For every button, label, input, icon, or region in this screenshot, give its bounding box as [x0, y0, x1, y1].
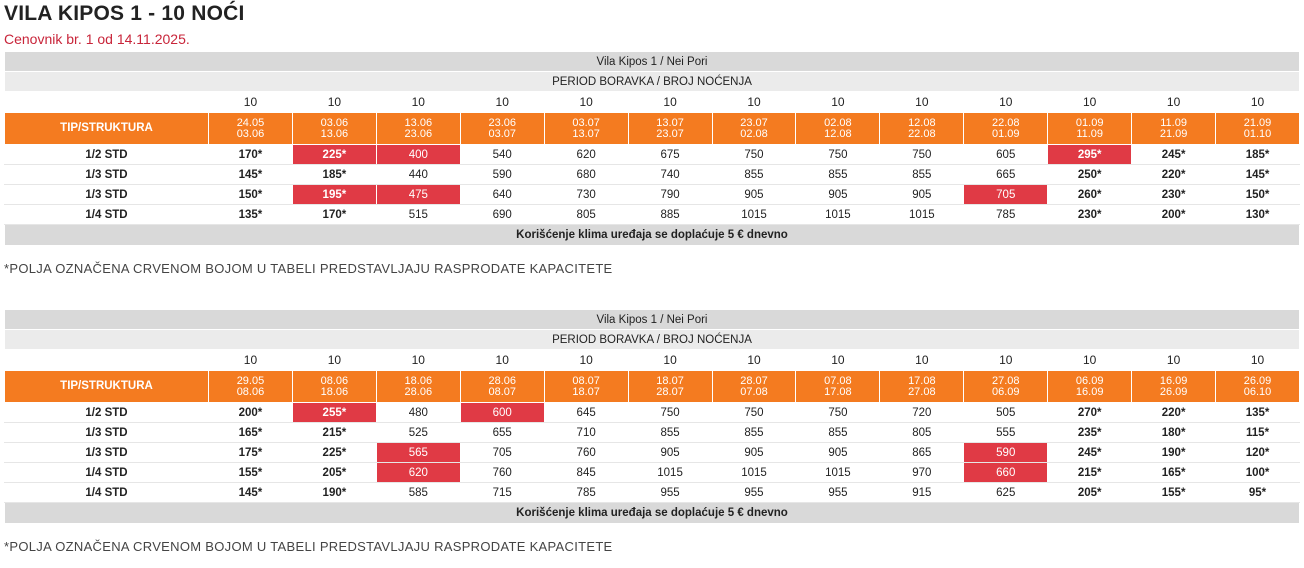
price-cell: 200*	[1132, 205, 1216, 225]
price-table-1	[4, 51, 1300, 246]
period-from: 12.08	[908, 116, 936, 129]
room-type: 1/4 STD	[5, 205, 209, 225]
price-row	[5, 145, 1300, 165]
price-cell: 855	[712, 423, 796, 443]
page-title: VILA KIPOS 1 - 10 NOĆI	[4, 2, 245, 25]
period-cell	[1048, 371, 1132, 403]
sold-out-note-1: *POLJA OZNAČENA CRVENOM BOJOM U TABELI PREDSTAVLJAJU RASPRODATE KAPACITETE	[4, 261, 613, 276]
price-cell: 750	[796, 403, 880, 423]
price-cell: 905	[712, 443, 796, 463]
dates-row	[5, 371, 1300, 403]
nights-row	[5, 350, 1300, 371]
period-from: 28.06	[488, 374, 516, 387]
price-cell: 100*	[1216, 463, 1300, 483]
period-cell	[1216, 113, 1300, 145]
price-cell: 905	[628, 443, 712, 463]
nights-cell: 10	[796, 92, 880, 113]
period-from: 17.08	[908, 374, 936, 387]
price-cell: 865	[880, 443, 964, 463]
period-cell	[1132, 113, 1216, 145]
price-cell: 805	[880, 423, 964, 443]
nights-cell: 10	[712, 92, 796, 113]
price-cell: 1015	[628, 463, 712, 483]
price-cell: 555	[964, 423, 1048, 443]
type-structure-header: TIP/STRUKTURA	[5, 371, 209, 403]
room-type: 1/2 STD	[5, 145, 209, 165]
nights-cell: 10	[460, 92, 544, 113]
price-cell: 180*	[1132, 423, 1216, 443]
period-to: 27.08	[908, 385, 936, 398]
price-cell: 720	[880, 403, 964, 423]
period-cell	[1132, 371, 1216, 403]
period-to: 18.07	[572, 385, 600, 398]
period-from: 13.06	[404, 116, 433, 129]
price-cell: 620	[544, 145, 628, 165]
price-cell: 680	[544, 165, 628, 185]
nights-cell: 10	[544, 92, 628, 113]
period-cell	[376, 371, 460, 403]
period-cell	[292, 113, 376, 145]
nights-row	[5, 92, 1300, 113]
price-cell: 115*	[1216, 423, 1300, 443]
period-from: 24.05	[236, 116, 265, 129]
price-cell: 915	[880, 483, 964, 503]
price-cell: 710	[544, 423, 628, 443]
period-cell	[712, 113, 796, 145]
period-from: 08.07	[572, 374, 600, 387]
price-cell: 750	[880, 145, 964, 165]
price-cell-sold-out: 195*	[292, 185, 376, 205]
price-cell: 785	[544, 483, 628, 503]
price-row	[5, 463, 1300, 483]
price-cell: 230*	[1048, 205, 1132, 225]
period-from: 01.09	[1075, 116, 1104, 129]
nights-cell: 10	[628, 92, 712, 113]
price-cell: 170*	[292, 205, 376, 225]
price-cell: 245*	[1048, 443, 1132, 463]
period-label: PERIOD BORAVKA / BROJ NOĆENJA	[5, 330, 1300, 350]
price-cell: 170*	[209, 145, 293, 165]
period-cell	[209, 113, 293, 145]
period-cell	[292, 371, 376, 403]
table-header: Vila Kipos 1 / Nei Pori	[5, 310, 1300, 330]
price-cell-sold-out: 590	[964, 443, 1048, 463]
price-cell: 715	[460, 483, 544, 503]
price-cell: 1015	[796, 205, 880, 225]
nights-cell: 10	[1132, 350, 1216, 371]
period-to: 28.06	[404, 385, 433, 398]
period-to: 03.07	[488, 127, 516, 140]
price-cell: 230*	[1132, 185, 1216, 205]
period-from: 16.09	[1159, 374, 1188, 387]
price-cell: 270*	[1048, 403, 1132, 423]
period-to: 03.06	[236, 127, 265, 140]
price-cell: 675	[628, 145, 712, 165]
room-type: 1/2 STD	[5, 403, 209, 423]
price-cell: 855	[796, 165, 880, 185]
price-cell: 215*	[1048, 463, 1132, 483]
price-cell: 155*	[209, 463, 293, 483]
price-cell: 855	[880, 165, 964, 185]
period-label-row	[5, 330, 1300, 350]
price-cell: 1015	[712, 205, 796, 225]
price-cell: 480	[376, 403, 460, 423]
price-cell: 1015	[712, 463, 796, 483]
price-cell: 1015	[796, 463, 880, 483]
price-cell: 225*	[292, 443, 376, 463]
period-from: 28.07	[740, 374, 768, 387]
period-from: 06.09	[1075, 374, 1104, 387]
price-cell: 855	[712, 165, 796, 185]
price-cell: 1015	[880, 205, 964, 225]
period-to: 18.06	[320, 385, 349, 398]
price-row	[5, 205, 1300, 225]
price-cell: 740	[628, 165, 712, 185]
period-from: 21.09	[1243, 116, 1272, 129]
price-cell: 750	[796, 145, 880, 165]
price-cell: 760	[460, 463, 544, 483]
period-to: 21.09	[1159, 127, 1188, 140]
period-cell	[460, 371, 544, 403]
price-cell: 250*	[1048, 165, 1132, 185]
price-cell: 540	[460, 145, 544, 165]
period-to: 06.09	[991, 385, 1020, 398]
price-cell: 150*	[1216, 185, 1300, 205]
price-row	[5, 443, 1300, 463]
period-from: 27.08	[991, 374, 1020, 387]
price-cell: 790	[628, 185, 712, 205]
price-cell: 665	[964, 165, 1048, 185]
period-from: 23.07	[740, 116, 768, 129]
price-cell: 640	[460, 185, 544, 205]
period-to: 13.07	[572, 127, 600, 140]
price-cell-sold-out: 400	[376, 145, 460, 165]
price-cell: 845	[544, 463, 628, 483]
price-cell: 760	[544, 443, 628, 463]
price-cell: 155*	[1132, 483, 1216, 503]
period-cell	[880, 113, 964, 145]
price-cell: 855	[796, 423, 880, 443]
price-cell: 905	[880, 185, 964, 205]
period-cell	[544, 371, 628, 403]
price-cell: 515	[376, 205, 460, 225]
price-cell: 215*	[292, 423, 376, 443]
period-cell	[209, 371, 293, 403]
period-to: 08.07	[488, 385, 516, 398]
period-to: 17.08	[824, 385, 852, 398]
period-label-row	[5, 72, 1300, 92]
price-cell: 705	[460, 443, 544, 463]
price-cell-sold-out: 660	[964, 463, 1048, 483]
price-cell: 655	[460, 423, 544, 443]
nights-cell: 10	[460, 350, 544, 371]
period-to: 23.06	[404, 127, 433, 140]
period-to: 23.07	[656, 127, 684, 140]
period-cell	[796, 371, 880, 403]
period-from: 03.07	[572, 116, 600, 129]
period-cell	[376, 113, 460, 145]
price-cell: 135*	[1216, 403, 1300, 423]
period-to: 28.07	[656, 385, 684, 398]
period-from: 02.08	[824, 116, 852, 129]
air-conditioning-note: Korišćenje klima uređaja se doplaćuje 5 € dnevno	[5, 225, 1300, 246]
period-from: 18.06	[404, 374, 433, 387]
price-cell: 220*	[1132, 403, 1216, 423]
period-from: 11.09	[1160, 116, 1187, 129]
type-structure-header: TIP/STRUKTURA	[5, 113, 209, 145]
price-cell: 205*	[1048, 483, 1132, 503]
room-type: 1/3 STD	[5, 165, 209, 185]
sold-out-note-2: *POLJA OZNAČENA CRVENOM BOJOM U TABELI PREDSTAVLJAJU RASPRODATE KAPACITETE	[4, 539, 613, 554]
room-type: 1/3 STD	[5, 185, 209, 205]
price-cell: 235*	[1048, 423, 1132, 443]
nights-cell: 10	[1216, 350, 1300, 371]
period-cell	[796, 113, 880, 145]
price-cell: 185*	[292, 165, 376, 185]
price-cell-sold-out: 600	[460, 403, 544, 423]
price-cell: 130*	[1216, 205, 1300, 225]
price-cell: 150*	[209, 185, 293, 205]
period-from: 07.08	[824, 374, 852, 387]
table-header-row	[5, 52, 1300, 72]
dates-row	[5, 113, 1300, 145]
period-to: 11.09	[1076, 127, 1104, 140]
price-cell-sold-out: 255*	[292, 403, 376, 423]
period-to: 01.10	[1243, 127, 1272, 140]
nights-cell: 10	[376, 350, 460, 371]
price-cell: 205*	[292, 463, 376, 483]
period-to: 16.09	[1075, 385, 1104, 398]
price-cell-sold-out: 565	[376, 443, 460, 463]
period-to: 01.09	[991, 127, 1020, 140]
nights-cell: 10	[880, 350, 964, 371]
room-type: 1/3 STD	[5, 443, 209, 463]
price-cell: 95*	[1216, 483, 1300, 503]
nights-cell: 10	[1048, 92, 1132, 113]
table-header-row	[5, 310, 1300, 330]
period-label: PERIOD BORAVKA / BROJ NOĆENJA	[5, 72, 1300, 92]
price-cell: 185*	[1216, 145, 1300, 165]
period-cell	[1048, 113, 1132, 145]
period-cell	[1216, 371, 1300, 403]
period-from: 08.06	[320, 374, 349, 387]
price-row	[5, 423, 1300, 443]
price-cell: 955	[712, 483, 796, 503]
period-cell	[712, 371, 796, 403]
price-cell: 175*	[209, 443, 293, 463]
price-cell: 645	[544, 403, 628, 423]
price-cell: 905	[796, 185, 880, 205]
price-list-subtitle: Cenovnik br. 1 od 14.11.2025.	[4, 31, 190, 47]
period-cell	[628, 371, 712, 403]
price-cell: 190*	[1132, 443, 1216, 463]
price-row	[5, 403, 1300, 423]
nights-cell: 10	[209, 350, 293, 371]
nights-cell: 10	[712, 350, 796, 371]
price-cell-sold-out: 705	[964, 185, 1048, 205]
price-cell: 145*	[209, 165, 293, 185]
price-cell: 505	[964, 403, 1048, 423]
price-cell: 905	[712, 185, 796, 205]
nights-cell: 10	[796, 350, 880, 371]
price-cell: 785	[964, 205, 1048, 225]
price-cell: 145*	[1216, 165, 1300, 185]
price-row	[5, 185, 1300, 205]
period-from: 03.06	[320, 116, 349, 129]
room-type: 1/4 STD	[5, 463, 209, 483]
price-cell: 440	[376, 165, 460, 185]
period-to: 06.10	[1243, 385, 1272, 398]
nights-cell: 10	[209, 92, 293, 113]
period-to: 08.06	[236, 385, 265, 398]
room-type: 1/4 STD	[5, 483, 209, 503]
price-cell: 245*	[1132, 145, 1216, 165]
period-to: 12.08	[824, 127, 852, 140]
price-cell: 260*	[1048, 185, 1132, 205]
period-from: 22.08	[991, 116, 1020, 129]
nights-cell: 10	[292, 350, 376, 371]
price-cell-sold-out: 295*	[1048, 145, 1132, 165]
price-cell: 525	[376, 423, 460, 443]
price-cell: 690	[460, 205, 544, 225]
price-cell: 165*	[209, 423, 293, 443]
room-type: 1/3 STD	[5, 423, 209, 443]
price-cell: 135*	[209, 205, 293, 225]
table-header: Vila Kipos 1 / Nei Pori	[5, 52, 1300, 72]
period-to: 26.09	[1159, 385, 1188, 398]
period-from: 18.07	[656, 374, 684, 387]
price-cell: 200*	[209, 403, 293, 423]
nights-cell: 10	[964, 350, 1048, 371]
price-row	[5, 165, 1300, 185]
period-cell	[964, 371, 1048, 403]
price-cell: 145*	[209, 483, 293, 503]
nights-cell: 10	[544, 350, 628, 371]
period-from: 29.05	[236, 374, 265, 387]
period-to: 13.06	[320, 127, 349, 140]
nights-cell: 10	[628, 350, 712, 371]
period-cell	[460, 113, 544, 145]
nights-cell: 10	[292, 92, 376, 113]
price-cell-sold-out: 620	[376, 463, 460, 483]
period-cell	[544, 113, 628, 145]
price-cell: 970	[880, 463, 964, 483]
price-cell: 855	[628, 423, 712, 443]
nights-cell: 10	[1048, 350, 1132, 371]
period-to: 22.08	[908, 127, 936, 140]
price-cell: 885	[628, 205, 712, 225]
footer-row	[5, 225, 1300, 246]
period-cell	[628, 113, 712, 145]
footer-row	[5, 503, 1300, 524]
price-cell: 805	[544, 205, 628, 225]
price-cell: 730	[544, 185, 628, 205]
nights-spacer	[5, 92, 209, 113]
price-cell-sold-out: 475	[376, 185, 460, 205]
price-cell: 165*	[1132, 463, 1216, 483]
price-cell: 590	[460, 165, 544, 185]
nights-cell: 10	[376, 92, 460, 113]
air-conditioning-note: Korišćenje klima uređaja se doplaćuje 5 € dnevno	[5, 503, 1300, 524]
period-to: 07.08	[740, 385, 768, 398]
price-cell: 190*	[292, 483, 376, 503]
price-cell-sold-out: 225*	[292, 145, 376, 165]
period-from: 13.07	[656, 116, 684, 129]
price-table-2	[4, 309, 1300, 524]
period-cell	[880, 371, 964, 403]
price-cell: 955	[628, 483, 712, 503]
nights-cell: 10	[880, 92, 964, 113]
price-cell: 905	[796, 443, 880, 463]
period-to: 02.08	[740, 127, 768, 140]
period-from: 23.06	[488, 116, 516, 129]
price-cell: 120*	[1216, 443, 1300, 463]
period-cell	[964, 113, 1048, 145]
nights-cell: 10	[1216, 92, 1300, 113]
price-cell: 220*	[1132, 165, 1216, 185]
price-cell: 585	[376, 483, 460, 503]
nights-cell: 10	[964, 92, 1048, 113]
nights-cell: 10	[1132, 92, 1216, 113]
price-cell: 605	[964, 145, 1048, 165]
price-cell: 750	[712, 145, 796, 165]
price-cell: 750	[712, 403, 796, 423]
period-from: 26.09	[1243, 374, 1272, 387]
price-cell: 625	[964, 483, 1048, 503]
price-row	[5, 483, 1300, 503]
price-cell: 955	[796, 483, 880, 503]
nights-spacer	[5, 350, 209, 371]
price-cell: 750	[628, 403, 712, 423]
